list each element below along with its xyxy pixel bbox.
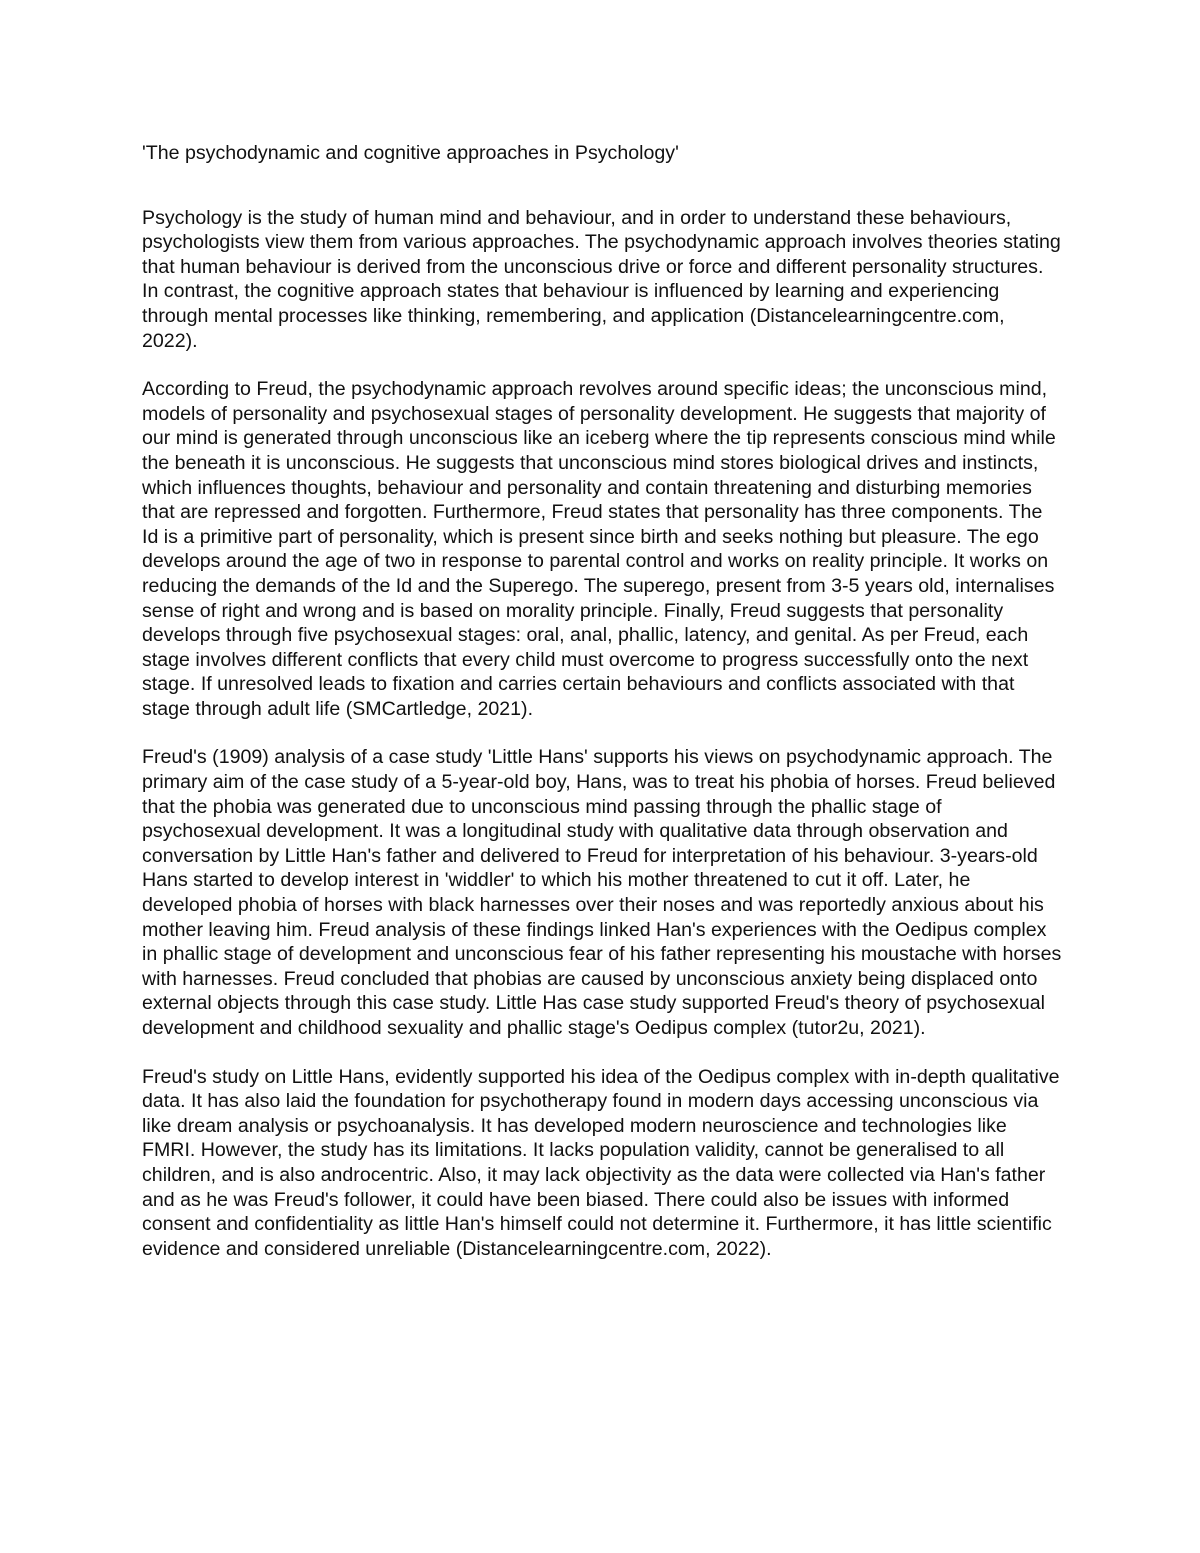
document-body — [142, 141, 1062, 1285]
paragraph-little-hans-case: Freud's (1909) analysis of a case study 'Little Hans' supports his views on psychodynamic approach. The primary aim of the case study of a 5-year-old boy, Hans, was to treat his phobia of horses. Freud believed that the phobia was generated due to unconscious mind passing through the phallic stage of psychosexual development. It was a longitudinal study with qualitative data through observation and conversation by Little Han's father and delivered to Freud for interpretation of his behaviour. 3-years-old Hans started to develop interest in 'widdler' to which his mother threatened to cut it off. Later, he developed phobia of horses with black harnesses over their noses and was reportedly anxious about his mother leaving him. Freud analysis of these findings linked Han's experiences with the Oedipus complex in phallic stage of development and unconscious fear of his father representing his moustache with horses with harnesses. Freud concluded that phobias are caused by unconscious anxiety being displaced onto external objects through this case study. Little Has case study supported Freud's theory of psychosexual development and childhood sexuality and phallic stage's Oedipus complex (tutor2u, 2021). — [142, 746, 1062, 1039]
paragraph-introduction: Psychology is the study of human mind and behaviour, and in order to understand these behaviours, psychologists view them from various approaches. The psychodynamic approach involves theories stating that human behaviour is derived from the unconscious drive or force and different personality structures. In contrast, the cognitive approach states that behaviour is influenced by learning and experiencing through mental processes like thinking, remembering, and application (Distancelearningcentre.com, 2022). — [142, 206, 1061, 352]
paragraph-freud-theory: According to Freud, the psychodynamic approach revolves around specific ideas; the unconscious mind, models of personality and psychosexual stages of personality development. He suggests that majority of our mind is generated through unconscious like an iceberg where the tip represents conscious mind while the beneath it is unconscious. He suggests that unconscious mind stores biological drives and instincts, which influences thoughts, behaviour and personality and contain threatening and disturbing memories that are repressed and forgotten. Furthermore, Freud states that personality has three components. The Id is a primitive part of personality, which is present since birth and seeks nothing but pleasure. The ego develops around the age of two in response to parental control and works on reality principle. It works on reducing the demands of the Id and the Superego. The superego, present from 3-5 years old, internalises sense of right and wrong and is based on morality principle. Finally, Freud suggests that personality develops through five psychosexual stages: oral, anal, phallic, latency, and genital. As per Freud, each stage involves different conflicts that every child must overcome to progress successfully onto the next stage. If unresolved leads to fixation and carries certain behaviours and conflicts associated with that stage through adult life (SMCartledge, 2021). — [142, 378, 1056, 720]
document-title: 'The psychodynamic and cognitive approaches in Psychology' — [142, 142, 679, 164]
paragraph-evaluation: Freud's study on Little Hans, evidently supported his idea of the Oedipus complex with in-depth qualitative data. It has also laid the foundation for psychotherapy found in modern days accessing unconscious via like dream analysis or psychoanalysis. It has developed modern neuroscience and technologies like FMRI. However, the study has its limitations. It lacks population validity, cannot be generalised to all children, and is also androcentric. Also, it may lack objectivity as the data were collected via Han's father and as he was Freud's follower, it could have been biased. There could also be issues with informed consent and confidentiality as little Han's himself could not determine it. Furthermore, it has little scientific evidence and considered unreliable (Distancelearningcentre.com, 2022). — [142, 1065, 1060, 1260]
